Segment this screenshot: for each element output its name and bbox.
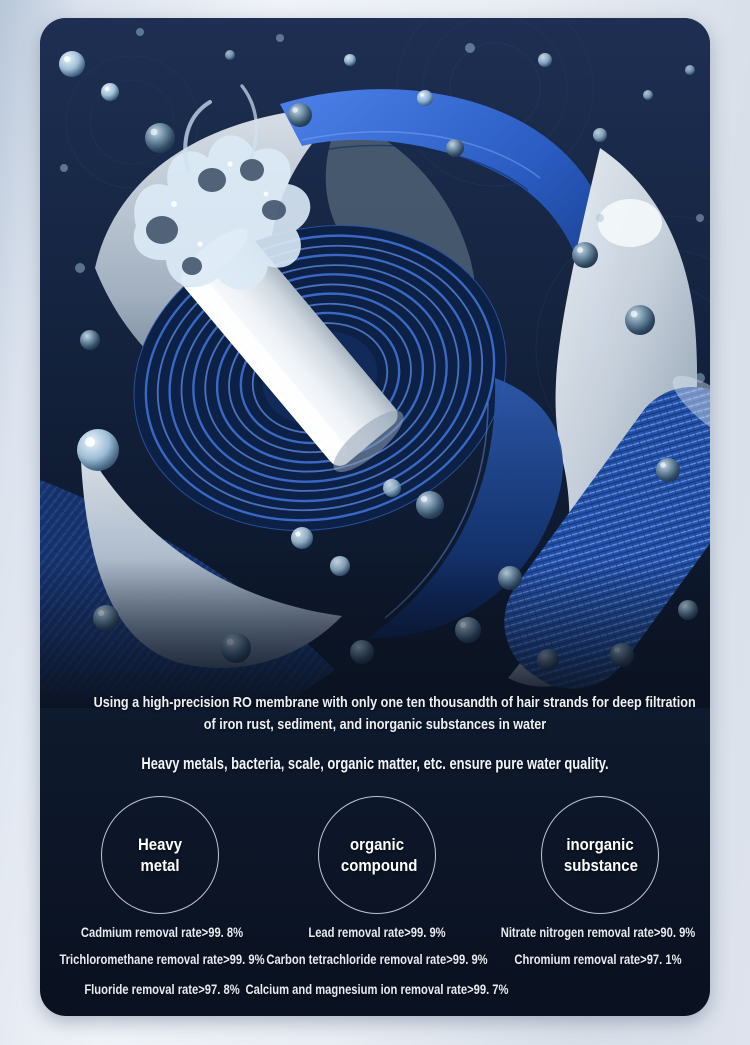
description-line-2: of iron rust, sediment, and inorganic substances in water [203,716,547,733]
product-card [40,18,710,1016]
rate-item: Carbon tetrachloride removal rate>99. 9% [266,951,488,967]
ro-membrane-illustration [40,18,710,708]
bottom-fade [40,558,710,708]
rate-item: Fluoride removal rate>97. 8% [84,981,240,997]
rate-item: Cadmium removal rate>99. 8% [80,924,244,940]
product-image [40,18,710,708]
rate-item: Trichloromethane removal rate>99. 9% [59,951,265,967]
description-line-1: Using a high-precision RO membrane with only one ten thousandth of hair strands for deep filtration [93,694,696,711]
category-label: organic compound [340,835,418,875]
rate-item: Calcium and magnesium ion removal rate>99. 7% [245,981,509,997]
rate-item: Lead removal rate>99. 9% [308,924,446,940]
description-text [40,692,710,736]
quality-subheading: Heavy metals, bacteria, scale, organic matter, etc. ensure pure water quality. [141,754,609,773]
rate-item: Nitrate nitrogen removal rate>90. 9% [500,924,696,940]
rate-item: Chromium removal rate>97. 1% [514,951,682,967]
category-circle-organic-compound [318,796,436,914]
category-label: inorganic substance [563,835,638,875]
category-circle-heavy-metal [101,796,219,914]
category-label: Heavy metal [137,835,183,875]
category-circle-inorganic-substance [541,796,659,914]
